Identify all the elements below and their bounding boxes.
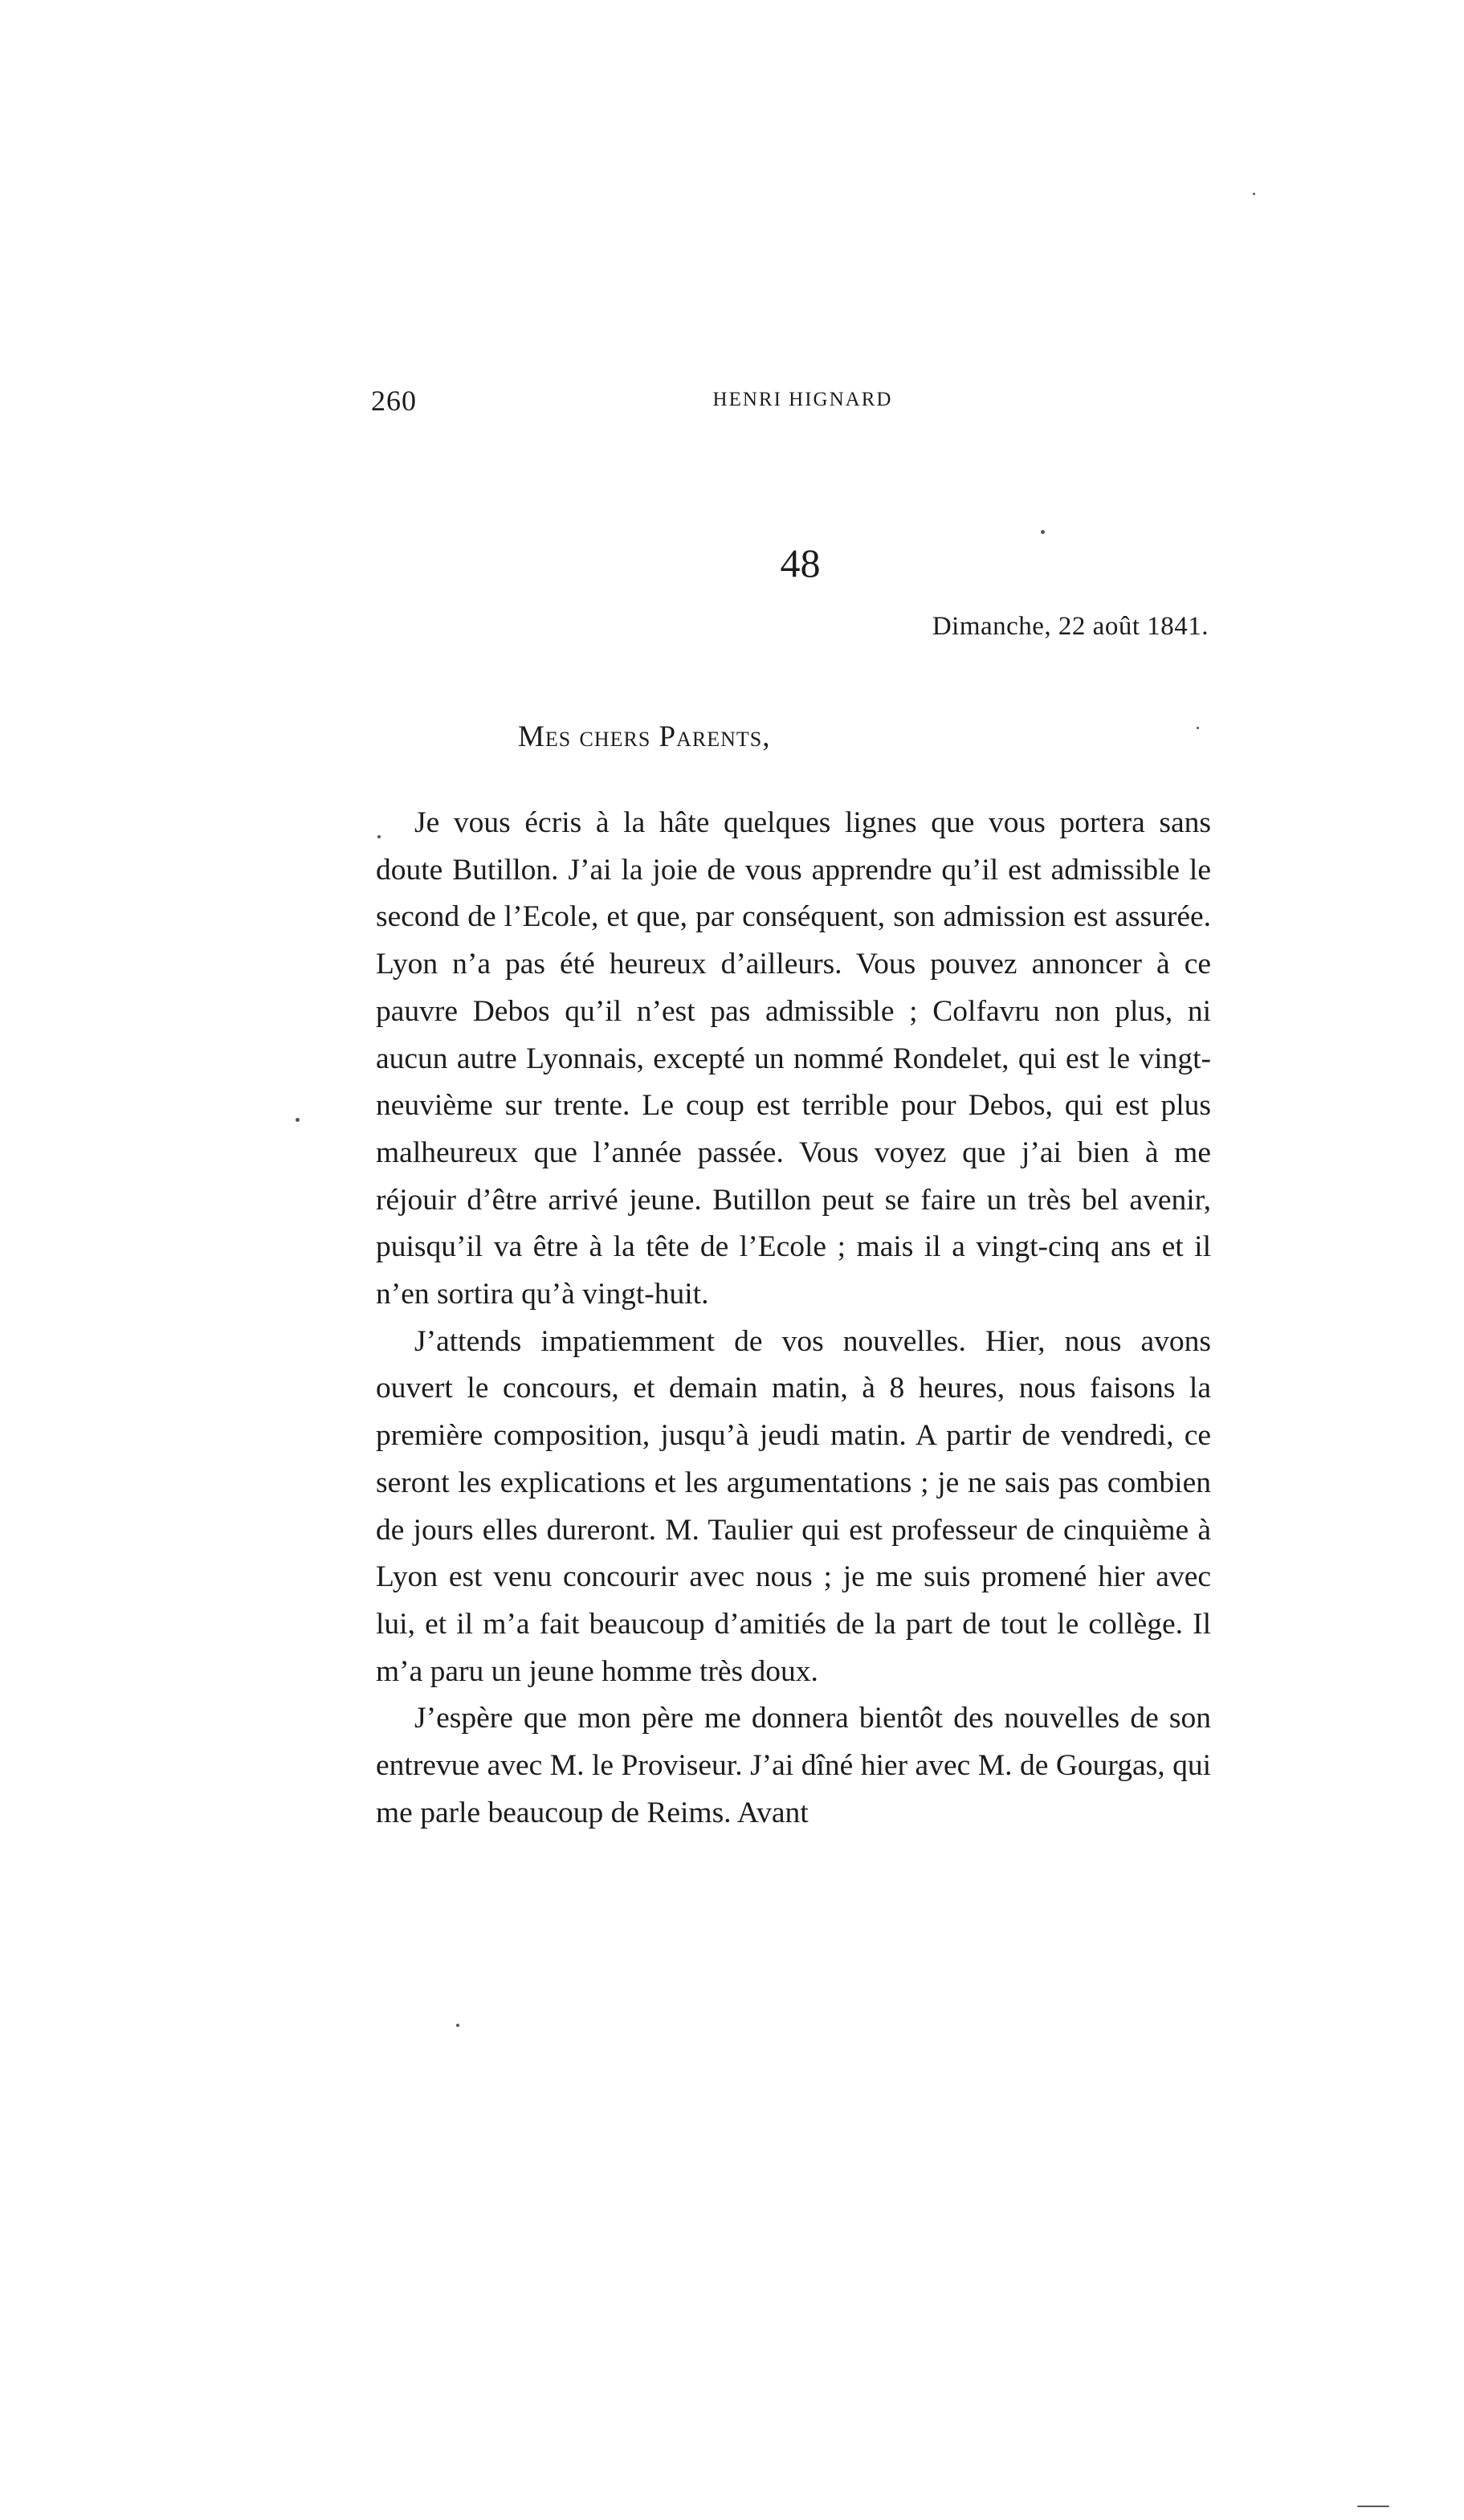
salutation: Mes chers Parents, <box>518 720 771 753</box>
letter-number: 48 <box>780 540 821 585</box>
running-title: HENRI HIGNARD <box>712 389 893 410</box>
scan-speck <box>1197 727 1199 729</box>
letter-date: Dimanche, 22 août 1841. <box>932 612 1209 641</box>
scan-speck <box>377 835 381 838</box>
paragraph: J’attends impatiemment de vos nouvelles. Hier, nous avons ouvert le concours, et demain matin, à 8 heures, nous faisons la première composition, jusqu’à jeudi matin. A partir de vendredi, ce seront les explications et les argumentations ; je ne sais pas combien de jours elles dureront. M. Taulier qui est professeur de cinquième à Lyon est venu concourir avec nous ; je me suis promené hier avec lui, et il m’a fait beaucoup d’amitiés de la part de tout le collège. Il m’a paru un jeune homme très doux. <box>376 1324 1211 1688</box>
letter-body <box>376 800 1211 1837</box>
scan-speck <box>1041 530 1045 534</box>
scan-speck <box>296 1118 300 1122</box>
scan-speck <box>1253 193 1255 195</box>
scan-speck <box>456 2024 459 2027</box>
running-head <box>371 384 1210 424</box>
scan-speck <box>1357 2506 1389 2507</box>
page-number: 260 <box>371 385 417 417</box>
paragraph: J’espère que mon père me donnera bientôt des nouvelles de son entrevue avec M. le Proviseur. J’ai dîné hier avec M. de Gourgas, qui me parle beaucoup de Reims. Avant <box>376 1702 1211 1829</box>
paragraph: Je vous écris à la hâte quelques lignes que vous portera sans doute Butillon. J’ai la joie de vous apprendre qu’il est admissible le second de l’Ecole, et que, par conséquent, son admission est assurée. Lyon n’a pas été heureux d’ailleurs. Vous pouvez annoncer à ce pauvre Debos qu’il n’est pas admissible ; Colfavru non plus, ni aucun autre Lyonnais, excepté un nommé Rondelet, qui est le vingt-neuvième sur trente. Le coup est terrible pour Debos, qui est plus malheureux que l’année passée. Vous voyez que j’ai bien à me réjouir d’être arrivé jeune. Butillon peut se faire un très bel avenir, puisqu’il va être à la tête de l’Ecole ; mais il a vingt-cinq ans et il n’en sortira qu’à vingt-huit. <box>376 806 1211 1311</box>
